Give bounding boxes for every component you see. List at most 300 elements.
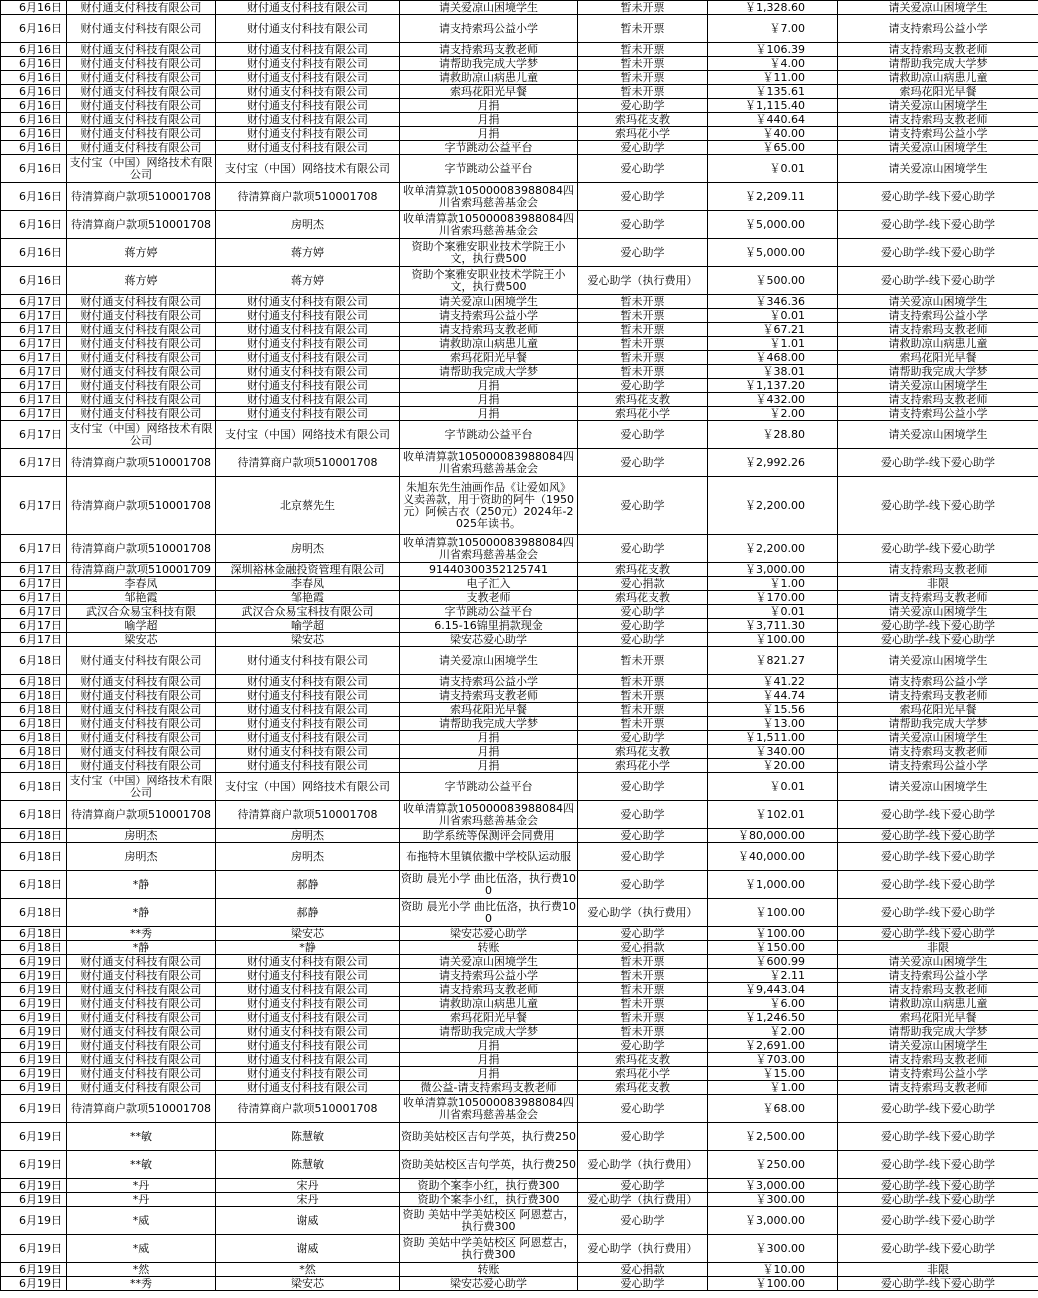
counterparty-cell: 财付通支付科技有限公司 xyxy=(216,745,400,759)
project-cell: 非限 xyxy=(838,577,1038,591)
payer-cell: **敏 xyxy=(67,1151,216,1179)
date-cell: 6月16日 xyxy=(1,71,67,85)
date-cell: 6月19日 xyxy=(1,1151,67,1179)
counterparty-cell: 财付通支付科技有限公司 xyxy=(216,955,400,969)
counterparty-cell: 财付通支付科技有限公司 xyxy=(216,15,400,43)
memo-cell: 请支持索玛支教老师 xyxy=(400,323,578,337)
project-cell: 请支持索玛公益小学 xyxy=(838,15,1038,43)
table-row xyxy=(1,99,1038,113)
table-row xyxy=(1,379,1038,393)
payer-cell: 待清算商户款项510001708 xyxy=(67,449,216,477)
amount-cell: ￥0.01 xyxy=(708,605,838,619)
memo-cell: 请关爱凉山困境学生 xyxy=(400,295,578,309)
project-cell: 请支持索玛支教老师 xyxy=(838,983,1038,997)
payer-cell: *威 xyxy=(67,1207,216,1235)
memo-cell: 请关爱凉山困境学生 xyxy=(400,955,578,969)
date-cell: 6月16日 xyxy=(1,15,67,43)
payer-cell: *静 xyxy=(67,899,216,927)
counterparty-cell: 支付宝（中国）网络技术有限公司 xyxy=(216,773,400,801)
table-row xyxy=(1,773,1038,801)
type-cell: 爱心助学 xyxy=(578,1095,708,1123)
type-cell: 暂未开票 xyxy=(578,955,708,969)
type-cell: 爱心助学 xyxy=(578,477,708,535)
counterparty-cell: 财付通支付科技有限公司 xyxy=(216,647,400,675)
date-cell: 6月17日 xyxy=(1,421,67,449)
project-cell: 请支持索玛公益小学 xyxy=(838,127,1038,141)
memo-cell: 请支持索玛支教老师 xyxy=(400,43,578,57)
table-row xyxy=(1,801,1038,829)
counterparty-cell: 待清算商户款项510001708 xyxy=(216,449,400,477)
date-cell: 6月19日 xyxy=(1,1123,67,1151)
project-cell: 爱心助学-线下爱心助学 xyxy=(838,1123,1038,1151)
type-cell: 爱心助学 xyxy=(578,927,708,941)
memo-cell: 月捐 xyxy=(400,745,578,759)
table-row xyxy=(1,43,1038,57)
counterparty-cell: 邹艳霞 xyxy=(216,591,400,605)
memo-cell: 月捐 xyxy=(400,1067,578,1081)
memo-cell: 收单清算款105000083988084四川省索玛慈善基金会 xyxy=(400,449,578,477)
type-cell: 暂未开票 xyxy=(578,1,708,15)
date-cell: 6月17日 xyxy=(1,379,67,393)
type-cell: 爱心助学 xyxy=(578,1277,708,1291)
date-cell: 6月17日 xyxy=(1,393,67,407)
type-cell: 爱心捐款 xyxy=(578,1263,708,1277)
project-cell: 请支持索玛支教老师 xyxy=(838,563,1038,577)
payer-cell: 财付通支付科技有限公司 xyxy=(67,99,216,113)
counterparty-cell: 财付通支付科技有限公司 xyxy=(216,1011,400,1025)
project-cell: 请支持索玛支教老师 xyxy=(838,745,1038,759)
date-cell: 6月18日 xyxy=(1,829,67,843)
table-row xyxy=(1,351,1038,365)
project-cell: 爱心助学-线下爱心助学 xyxy=(838,801,1038,829)
counterparty-cell: 北京蔡先生 xyxy=(216,477,400,535)
amount-cell: ￥5,000.00 xyxy=(708,239,838,267)
table-row xyxy=(1,927,1038,941)
project-cell: 请救助凉山病患儿童 xyxy=(838,337,1038,351)
payer-cell: *静 xyxy=(67,941,216,955)
payer-cell: 财付通支付科技有限公司 xyxy=(67,57,216,71)
table-row xyxy=(1,955,1038,969)
counterparty-cell: 宋丹 xyxy=(216,1193,400,1207)
type-cell: 暂未开票 xyxy=(578,323,708,337)
table-row xyxy=(1,1039,1038,1053)
table-row xyxy=(1,591,1038,605)
payer-cell: 李春凤 xyxy=(67,577,216,591)
table-row xyxy=(1,1025,1038,1039)
type-cell: 爱心助学 xyxy=(578,801,708,829)
date-cell: 6月17日 xyxy=(1,577,67,591)
type-cell: 索玛花支教 xyxy=(578,745,708,759)
project-cell: 请关爱凉山困境学生 xyxy=(838,647,1038,675)
counterparty-cell: 房明杰 xyxy=(216,843,400,871)
counterparty-cell: 财付通支付科技有限公司 xyxy=(216,731,400,745)
memo-cell: 请支持索玛支教老师 xyxy=(400,983,578,997)
table-row xyxy=(1,365,1038,379)
type-cell: 爱心助学 xyxy=(578,871,708,899)
amount-cell: ￥20.00 xyxy=(708,759,838,773)
payer-cell: 财付通支付科技有限公司 xyxy=(67,1039,216,1053)
table-row xyxy=(1,155,1038,183)
date-cell: 6月19日 xyxy=(1,1263,67,1277)
type-cell: 索玛花小学 xyxy=(578,759,708,773)
counterparty-cell: 宋丹 xyxy=(216,1179,400,1193)
type-cell: 暂未开票 xyxy=(578,15,708,43)
memo-cell: 月捐 xyxy=(400,393,578,407)
type-cell: 爱心助学 xyxy=(578,619,708,633)
table-row xyxy=(1,577,1038,591)
date-cell: 6月16日 xyxy=(1,211,67,239)
project-cell: 请帮助我完成大学梦 xyxy=(838,57,1038,71)
table-row xyxy=(1,1207,1038,1235)
payer-cell: 财付通支付科技有限公司 xyxy=(67,85,216,99)
memo-cell: 索玛花阳光早餐 xyxy=(400,85,578,99)
table-row xyxy=(1,675,1038,689)
amount-cell: ￥28.80 xyxy=(708,421,838,449)
date-cell: 6月19日 xyxy=(1,1193,67,1207)
payer-cell: 喻学超 xyxy=(67,619,216,633)
payer-cell: 财付通支付科技有限公司 xyxy=(67,393,216,407)
memo-cell: 资助美姑校区吉句学英，执行费250 xyxy=(400,1123,578,1151)
amount-cell: ￥346.36 xyxy=(708,295,838,309)
amount-cell: ￥68.00 xyxy=(708,1095,838,1123)
date-cell: 6月19日 xyxy=(1,1025,67,1039)
project-cell: 爱心助学-线下爱心助学 xyxy=(838,267,1038,295)
table-row xyxy=(1,633,1038,647)
table-row xyxy=(1,1067,1038,1081)
counterparty-cell: 房明杰 xyxy=(216,211,400,239)
date-cell: 6月17日 xyxy=(1,591,67,605)
memo-cell: 月捐 xyxy=(400,379,578,393)
type-cell: 暂未开票 xyxy=(578,997,708,1011)
memo-cell: 请支持索玛公益小学 xyxy=(400,309,578,323)
type-cell: 爱心助学 xyxy=(578,1039,708,1053)
date-cell: 6月19日 xyxy=(1,1039,67,1053)
project-cell: 索玛花阳光早餐 xyxy=(838,703,1038,717)
counterparty-cell: 待清算商户款项510001708 xyxy=(216,1095,400,1123)
memo-cell: 资助 晨光小学 曲比伍洛，执行费100 xyxy=(401,871,576,897)
amount-cell: ￥100.00 xyxy=(708,633,838,647)
amount-cell: ￥340.00 xyxy=(708,745,838,759)
project-cell: 爱心助学-线下爱心助学 xyxy=(838,1095,1038,1123)
counterparty-cell: 深圳裕林金融投资管理有限公司 xyxy=(216,563,400,577)
payer-cell: 财付通支付科技有限公司 xyxy=(67,703,216,717)
amount-cell: ￥100.00 xyxy=(708,1277,838,1291)
date-cell: 6月18日 xyxy=(1,871,67,899)
amount-cell: ￥6.00 xyxy=(708,997,838,1011)
amount-cell: ￥0.01 xyxy=(708,773,838,801)
date-cell: 6月17日 xyxy=(1,477,67,535)
amount-cell: ￥7.00 xyxy=(708,15,838,43)
type-cell: 暂未开票 xyxy=(578,85,708,99)
project-cell: 爱心助学-线下爱心助学 xyxy=(838,829,1038,843)
table-row xyxy=(1,267,1038,295)
memo-cell: 梁安芯爱心助学 xyxy=(400,927,578,941)
table-row xyxy=(1,1179,1038,1193)
table-row xyxy=(1,829,1038,843)
payer-cell: 财付通支付科技有限公司 xyxy=(67,1011,216,1025)
counterparty-cell: 财付通支付科技有限公司 xyxy=(216,1039,400,1053)
table-row xyxy=(1,15,1038,43)
project-cell: 请救助凉山病患儿童 xyxy=(838,71,1038,85)
amount-cell: ￥1,137.20 xyxy=(708,379,838,393)
amount-cell: ￥41.22 xyxy=(708,675,838,689)
project-cell: 爱心助学-线下爱心助学 xyxy=(838,1193,1038,1207)
project-cell: 请关爱凉山困境学生 xyxy=(838,731,1038,745)
date-cell: 6月18日 xyxy=(1,647,67,675)
counterparty-cell: 陈慧敏 xyxy=(216,1123,400,1151)
payer-cell: 财付通支付科技有限公司 xyxy=(67,689,216,703)
counterparty-cell: 财付通支付科技有限公司 xyxy=(216,323,400,337)
payer-cell: 财付通支付科技有限公司 xyxy=(67,113,216,127)
table-row xyxy=(1,127,1038,141)
amount-cell: ￥2,992.26 xyxy=(708,449,838,477)
project-cell: 请关爱凉山困境学生 xyxy=(838,155,1038,183)
table-row xyxy=(1,759,1038,773)
amount-cell: ￥44.74 xyxy=(708,689,838,703)
project-cell: 爱心助学-线下爱心助学 xyxy=(838,899,1038,927)
type-cell: 暂未开票 xyxy=(578,71,708,85)
project-cell: 请支持索玛支教老师 xyxy=(838,323,1038,337)
payer-cell: **敏 xyxy=(67,1123,216,1151)
project-cell: 请支持索玛支教老师 xyxy=(838,393,1038,407)
memo-cell: 资助个案雅安职业技术学院王小文，执行费500 xyxy=(400,267,578,295)
counterparty-cell: 待清算商户款项510001708 xyxy=(216,183,400,211)
project-cell: 爱心助学-线下爱心助学 xyxy=(838,871,1038,899)
memo-cell: 收单清算款105000083988084四川省索玛慈善基金会 xyxy=(400,535,578,563)
amount-cell: ￥0.01 xyxy=(708,155,838,183)
type-cell: 爱心助学 xyxy=(578,1179,708,1193)
type-cell: 暂未开票 xyxy=(578,983,708,997)
date-cell: 6月17日 xyxy=(1,535,67,563)
project-cell: 爱心助学-线下爱心助学 xyxy=(838,239,1038,267)
type-cell: 索玛花支教 xyxy=(578,563,708,577)
project-cell: 请支持索玛公益小学 xyxy=(838,969,1038,983)
table-row xyxy=(1,1081,1038,1095)
counterparty-cell: 支付宝（中国）网络技术有限公司 xyxy=(216,421,400,449)
payer-cell: 房明杰 xyxy=(67,843,216,871)
amount-cell: ￥3,000.00 xyxy=(708,1179,838,1193)
amount-cell: ￥150.00 xyxy=(708,941,838,955)
table-row xyxy=(1,1235,1038,1263)
type-cell: 爱心助学 xyxy=(578,829,708,843)
counterparty-cell: 财付通支付科技有限公司 xyxy=(216,43,400,57)
counterparty-cell: 财付通支付科技有限公司 xyxy=(216,127,400,141)
counterparty-cell: 支付宝（中国）网络技术有限公司 xyxy=(216,155,400,183)
type-cell: 爱心助学（执行费用） xyxy=(578,1151,708,1179)
amount-cell: ￥2,200.00 xyxy=(708,477,838,535)
table-row xyxy=(1,393,1038,407)
type-cell: 索玛花小学 xyxy=(578,127,708,141)
payer-cell: 财付通支付科技有限公司 xyxy=(67,295,216,309)
payer-cell: 武汉合众易宝科技有限 xyxy=(67,605,216,619)
counterparty-cell: 梁安芯 xyxy=(216,633,400,647)
payer-cell: 财付通支付科技有限公司 xyxy=(67,379,216,393)
date-cell: 6月19日 xyxy=(1,983,67,997)
payer-cell: 支付宝（中国）网络技术有限公司 xyxy=(67,421,216,449)
date-cell: 6月17日 xyxy=(1,619,67,633)
amount-cell: ￥65.00 xyxy=(708,141,838,155)
memo-cell: 请帮助我完成大学梦 xyxy=(400,365,578,379)
amount-cell: ￥135.61 xyxy=(708,85,838,99)
table-row xyxy=(1,295,1038,309)
counterparty-cell: 财付通支付科技有限公司 xyxy=(216,1081,400,1095)
date-cell: 6月16日 xyxy=(1,99,67,113)
counterparty-cell: 财付通支付科技有限公司 xyxy=(216,407,400,421)
counterparty-cell: 待清算商户款项510001708 xyxy=(216,801,400,829)
memo-cell: 支教老师 xyxy=(400,591,578,605)
table-row xyxy=(1,421,1038,449)
date-cell: 6月16日 xyxy=(1,267,67,295)
table-row xyxy=(1,1011,1038,1025)
project-cell: 爱心助学-线下爱心助学 xyxy=(838,449,1038,477)
counterparty-cell: 谢威 xyxy=(216,1235,400,1263)
project-cell: 请关爱凉山困境学生 xyxy=(838,141,1038,155)
table-row xyxy=(1,843,1038,871)
date-cell: 6月18日 xyxy=(1,773,67,801)
date-cell: 6月16日 xyxy=(1,141,67,155)
amount-cell: ￥102.01 xyxy=(708,801,838,829)
table-row xyxy=(1,605,1038,619)
date-cell: 6月18日 xyxy=(1,941,67,955)
payer-cell: 蒋方婷 xyxy=(67,267,216,295)
date-cell: 6月19日 xyxy=(1,969,67,983)
date-cell: 6月19日 xyxy=(1,1095,67,1123)
project-cell: 爱心助学-线下爱心助学 xyxy=(838,1277,1038,1291)
type-cell: 暂未开票 xyxy=(578,57,708,71)
counterparty-cell: 财付通支付科技有限公司 xyxy=(216,1025,400,1039)
project-cell: 请帮助我完成大学梦 xyxy=(838,1025,1038,1039)
date-cell: 6月17日 xyxy=(1,351,67,365)
payer-cell: 房明杰 xyxy=(67,829,216,843)
payer-cell: 财付通支付科技有限公司 xyxy=(67,71,216,85)
memo-cell: 请帮助我完成大学梦 xyxy=(400,1025,578,1039)
memo-cell: 请救助凉山病患儿童 xyxy=(400,997,578,1011)
table-row xyxy=(1,647,1038,675)
type-cell: 索玛花支教 xyxy=(578,113,708,127)
type-cell: 索玛花支教 xyxy=(578,591,708,605)
memo-cell: 资助个案李小红，执行费300 xyxy=(400,1193,578,1207)
payer-cell: **秀 xyxy=(67,927,216,941)
memo-cell: 梁安芯爱心助学 xyxy=(400,1277,578,1291)
memo-cell: 月捐 xyxy=(400,113,578,127)
amount-cell: ￥106.39 xyxy=(708,43,838,57)
project-cell: 爱心助学-线下爱心助学 xyxy=(838,843,1038,871)
project-cell: 爱心助学-线下爱心助学 xyxy=(838,1151,1038,1179)
date-cell: 6月17日 xyxy=(1,323,67,337)
date-cell: 6月18日 xyxy=(1,899,67,927)
payer-cell: 财付通支付科技有限公司 xyxy=(67,407,216,421)
counterparty-cell: 郝静 xyxy=(216,871,400,899)
amount-cell: ￥500.00 xyxy=(708,267,838,295)
table-row xyxy=(1,337,1038,351)
amount-cell: ￥2,209.11 xyxy=(708,183,838,211)
memo-cell: 月捐 xyxy=(400,759,578,773)
project-cell: 爱心助学-线下爱心助学 xyxy=(838,183,1038,211)
project-cell: 请帮助我完成大学梦 xyxy=(838,365,1038,379)
type-cell: 爱心助学 xyxy=(578,1207,708,1235)
payer-cell: *静 xyxy=(67,871,216,899)
memo-cell: 资助 美姑中学美姑校区 阿恩惹古，执行费300 xyxy=(400,1207,578,1235)
table-row xyxy=(1,969,1038,983)
project-cell: 爱心助学-线下爱心助学 xyxy=(838,535,1038,563)
date-cell: 6月19日 xyxy=(1,997,67,1011)
type-cell: 爱心助学 xyxy=(578,449,708,477)
table-row xyxy=(1,309,1038,323)
type-cell: 暂未开票 xyxy=(578,689,708,703)
counterparty-cell: 财付通支付科技有限公司 xyxy=(216,85,400,99)
table-row xyxy=(1,1263,1038,1277)
counterparty-cell: 陈慧敏 xyxy=(216,1151,400,1179)
payer-cell: 待清算商户款项510001708 xyxy=(67,211,216,239)
memo-cell: 收单清算款105000083988084四川省索玛慈善基金会 xyxy=(400,801,578,829)
memo-cell: 字节跳动公益平台 xyxy=(400,773,578,801)
amount-cell: ￥440.64 xyxy=(708,113,838,127)
date-cell: 6月19日 xyxy=(1,1081,67,1095)
memo-cell: 资助 美姑中学美姑校区 阿恩惹古，执行费300 xyxy=(400,1235,578,1263)
payer-cell: 财付通支付科技有限公司 xyxy=(67,675,216,689)
memo-cell: 请支持索玛公益小学 xyxy=(400,969,578,983)
project-cell: 请支持索玛支教老师 xyxy=(838,591,1038,605)
date-cell: 6月16日 xyxy=(1,155,67,183)
type-cell: 索玛花小学 xyxy=(578,1067,708,1081)
payer-cell: 财付通支付科技有限公司 xyxy=(67,1,216,15)
counterparty-cell: 财付通支付科技有限公司 xyxy=(216,57,400,71)
type-cell: 爱心助学 xyxy=(578,421,708,449)
payer-cell: *然 xyxy=(67,1263,216,1277)
memo-cell: 月捐 xyxy=(400,1039,578,1053)
counterparty-cell: 财付通支付科技有限公司 xyxy=(216,365,400,379)
counterparty-cell: 财付通支付科技有限公司 xyxy=(216,295,400,309)
project-cell: 请支持索玛公益小学 xyxy=(838,1067,1038,1081)
project-cell: 非限 xyxy=(838,941,1038,955)
amount-cell: ￥2,691.00 xyxy=(708,1039,838,1053)
payer-cell: 财付通支付科技有限公司 xyxy=(67,323,216,337)
payer-cell: 财付通支付科技有限公司 xyxy=(67,717,216,731)
project-cell: 爱心助学-线下爱心助学 xyxy=(838,1179,1038,1193)
type-cell: 暂未开票 xyxy=(578,717,708,731)
table-row xyxy=(1,941,1038,955)
counterparty-cell: 财付通支付科技有限公司 xyxy=(216,997,400,1011)
project-cell: 请关爱凉山困境学生 xyxy=(838,1039,1038,1053)
date-cell: 6月17日 xyxy=(1,309,67,323)
project-cell: 请帮助我完成大学梦 xyxy=(838,717,1038,731)
date-cell: 6月16日 xyxy=(1,57,67,71)
memo-cell: 布拖特木里镇依撒中学校队运动服 xyxy=(400,843,578,871)
date-cell: 6月19日 xyxy=(1,1207,67,1235)
type-cell: 爱心助学（执行费用） xyxy=(578,899,708,927)
counterparty-cell: 房明杰 xyxy=(216,829,400,843)
date-cell: 6月19日 xyxy=(1,1053,67,1067)
project-cell: 请关爱凉山困境学生 xyxy=(838,1,1038,15)
table-row xyxy=(1,1095,1038,1123)
counterparty-cell: 财付通支付科技有限公司 xyxy=(216,113,400,127)
type-cell: 爱心助学 xyxy=(578,183,708,211)
ledger-body xyxy=(1,1,1038,1291)
date-cell: 6月17日 xyxy=(1,295,67,309)
table-row xyxy=(1,563,1038,577)
date-cell: 6月16日 xyxy=(1,127,67,141)
table-row xyxy=(1,1053,1038,1067)
table-row xyxy=(1,689,1038,703)
date-cell: 6月16日 xyxy=(1,1,67,15)
type-cell: 暂未开票 xyxy=(578,647,708,675)
date-cell: 6月17日 xyxy=(1,563,67,577)
counterparty-cell: 财付通支付科技有限公司 xyxy=(216,1053,400,1067)
memo-cell: 请关爱凉山困境学生 xyxy=(400,647,578,675)
amount-cell: ￥300.00 xyxy=(708,1235,838,1263)
amount-cell: ￥2,200.00 xyxy=(708,535,838,563)
amount-cell: ￥67.21 xyxy=(708,323,838,337)
